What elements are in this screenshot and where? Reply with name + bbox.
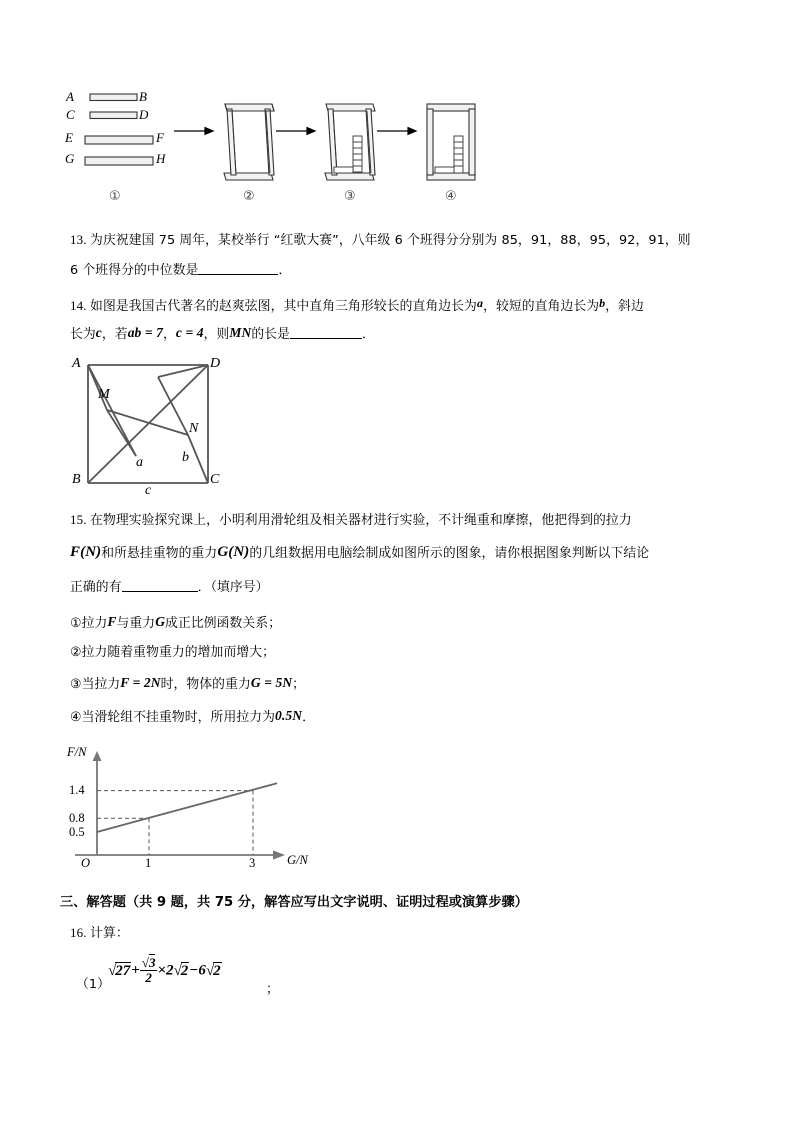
chart-guide-lines [97, 791, 253, 855]
statement-4-text-wei: 为 [262, 710, 276, 725]
symbol-force-F: F(N) [70, 544, 102, 560]
question-16-sub-number: （1） [76, 977, 111, 992]
question-14-comma1: ， [162, 327, 176, 342]
question-13-line1 [70, 231, 691, 250]
question-14-var-c: c [95, 325, 102, 340]
question-14-text-e: ，若 [101, 327, 128, 342]
panel3-ladder [353, 136, 362, 172]
figure-caption-3: ③ [344, 189, 356, 204]
question-15-statement-2 [70, 643, 275, 662]
figure-frame-assembly [60, 85, 540, 215]
statement-1-text-c: 成正比例函数关系； [165, 616, 282, 631]
bar-label-C: C [66, 107, 75, 122]
panel4-base-block [435, 167, 454, 173]
question-14-eq-c: c = 4 [175, 325, 204, 340]
answer-blank-14[interactable] [290, 326, 362, 339]
vertex-label-D: D [210, 356, 221, 371]
chart-ytick-0-8: 0.8 [69, 811, 85, 825]
figure-caption-1: ① [109, 189, 121, 204]
question-14-text-b: ，较短的直角边长为 [483, 299, 600, 314]
bar-label-F: F [156, 130, 164, 145]
point-label-N: N [189, 421, 199, 436]
figure-zhaoshuang-svg [60, 352, 310, 502]
question-13-line2 [70, 261, 291, 280]
statement-1-text-a: 拉力 [81, 616, 108, 631]
question-15-text-a: 在物理实验探究课上，小明利用滑轮组及相关器材进行实验，不计绳重和摩擦，他把得到的拉力 [90, 513, 632, 528]
question-14-text-a: 如图是我国古代著名的赵爽弦图，其中直角三角形较长的直角边长为 [90, 299, 477, 314]
question-14-segment-mn: MN [229, 325, 252, 340]
question-13-text2: 6 个班得分的中位数是 [70, 263, 199, 278]
question-15-line1 [70, 511, 632, 530]
process-arrows [174, 128, 416, 135]
chart-xtick-3: 3 [249, 856, 256, 870]
radical-27-value: 27 [115, 962, 131, 979]
question-14-text-f: ，则 [203, 327, 230, 342]
point-label-M: M [98, 387, 110, 402]
statement-1-var-F: F [107, 614, 117, 629]
statement-3-eq-F: F = 2N [120, 675, 161, 690]
bar-label-B: B [139, 89, 147, 104]
chart-axis-arrows [93, 751, 285, 860]
operator-times-2: ×2 [157, 962, 174, 979]
chart-ytick-0-5: 0.5 [69, 825, 85, 839]
question-13-text: 为庆祝建国 75 周年，某校举行 “红歌大赛”，八年级 6 个班得分分别为 85，91，88，95，92，91，则 [90, 233, 691, 248]
question-15-text-c: 的几组数据用电脑绘制成如图所示的图象，请你根据图象判断以下结论 [249, 546, 650, 561]
chart-force-vs-gravity [55, 745, 355, 880]
chart-axes [75, 757, 277, 855]
vertex-label-C: C [210, 472, 220, 487]
question-15-statement-1 [70, 613, 281, 633]
radical-2-first: √2 [173, 962, 189, 979]
fraction-numerator: √3 [141, 955, 156, 970]
figure-caption-2: ② [243, 189, 255, 204]
question-15-statement-4 [70, 707, 315, 727]
chart-svg [55, 745, 355, 880]
statement-3-text-a: 当拉力 [81, 677, 121, 692]
question-15-text-b: 和所悬挂重物的重力 [101, 546, 218, 561]
answer-blank-15[interactable] [122, 579, 198, 592]
radical-2-first-value: 2 [180, 962, 189, 979]
statement-3-text-c: ； [292, 677, 306, 692]
statement-4-value: 0.5N [275, 708, 303, 723]
question-16-line [70, 924, 129, 943]
question-14-text-g: 的长是 [251, 327, 291, 342]
symbol-gravity-G: G(N) [217, 544, 250, 560]
question-16-label: 计算： [90, 926, 129, 941]
side-label-c: c [145, 483, 152, 498]
question-14-line2 [70, 324, 375, 344]
question-15-number: 15. [70, 512, 87, 527]
question-14-period: ． [362, 327, 375, 342]
radical-27: √27 [108, 962, 131, 979]
panel2-inner-lines [232, 111, 270, 173]
chart-origin-label: O [81, 856, 91, 870]
question-16-semicolon: ； [266, 982, 279, 997]
statement-1-var-G: G [155, 614, 166, 629]
question-15-statement-3 [70, 674, 305, 694]
question-14-number: 14. [70, 298, 87, 313]
question-15-line3 [70, 578, 269, 597]
question-15-text-e: ．（填序号） [197, 580, 269, 595]
statement-1-text-b: 与重力 [116, 616, 156, 631]
statement-1-mark: ① [70, 616, 82, 631]
question-13-number: 13. [70, 232, 87, 247]
bar-label-G: G [65, 151, 75, 166]
statement-3-text-b: 时，物体的重力 [160, 677, 251, 692]
figure-frame-assembly-svg [60, 85, 540, 215]
answer-blank-13[interactable] [198, 262, 278, 275]
chart-ytick-1-4: 1.4 [69, 783, 85, 797]
statement-2-text: 拉力随着重物重力的增加而增大； [81, 645, 276, 660]
question-16-number: 16. [70, 925, 87, 940]
question-14-eq-ab: ab = 7 [127, 325, 163, 340]
chart-xlabel: G/N [287, 853, 308, 867]
statement-3-mark: ③ [70, 677, 82, 692]
bar-label-E: E [65, 130, 73, 145]
vertex-label-A: A [72, 356, 81, 371]
panel3-inner-lines [333, 111, 371, 173]
question-13-period: ． [278, 263, 292, 278]
operator-minus-6: −6 [189, 962, 206, 979]
radical-2-second-value: 2 [213, 962, 221, 979]
question-14-text-d: 长为 [70, 327, 96, 342]
statement-4-mark: ④ [70, 710, 82, 725]
statement-2-mark: ② [70, 645, 82, 660]
statement-4-text-a: 当滑轮组不挂重物时，所用拉力 [81, 710, 263, 725]
question-14-line1 [70, 294, 644, 316]
section-3-heading: 三、解答题（共 9 题，共 75 分，解答应写出文字说明、证明过程或演算步骤） [60, 895, 528, 910]
question-14-var-a: a [476, 296, 484, 310]
bar-label-A: A [66, 89, 74, 104]
question-16-semicolon-wrap [266, 980, 279, 999]
chart-xtick-1: 1 [145, 856, 152, 870]
chart-ylabel: F/N [67, 745, 87, 759]
operator-plus: + [131, 962, 140, 979]
bar-label-D: D [139, 107, 149, 122]
fraction-sqrt3-over-2 [140, 956, 158, 984]
fraction-numerator-value: 3 [148, 955, 156, 970]
figure-zhaoshuang-xiantu [60, 352, 310, 502]
question-16-sub-number-wrap [76, 975, 110, 994]
panel3-base-block [334, 167, 353, 173]
side-label-b: b [182, 450, 189, 465]
chart-series-line [97, 783, 277, 832]
question-16-expression [108, 956, 222, 984]
question-15-line2 [70, 543, 649, 563]
panel4-ladder [454, 136, 463, 173]
statement-4-text-c: ． [302, 710, 315, 725]
fraction-denominator: 2 [145, 969, 152, 985]
question-14-text-c: ，斜边 [605, 299, 644, 314]
vertex-label-B: B [72, 472, 81, 487]
bar-label-H: H [156, 151, 166, 166]
figure-caption-4: ④ [445, 189, 457, 204]
side-label-a: a [136, 455, 143, 470]
radical-2-second: √2 [205, 962, 221, 979]
question-14-var-b: b [599, 296, 606, 310]
statement-3-eq-G: G = 5N [250, 675, 293, 690]
question-15-text-d: 正确的有 [70, 580, 122, 595]
